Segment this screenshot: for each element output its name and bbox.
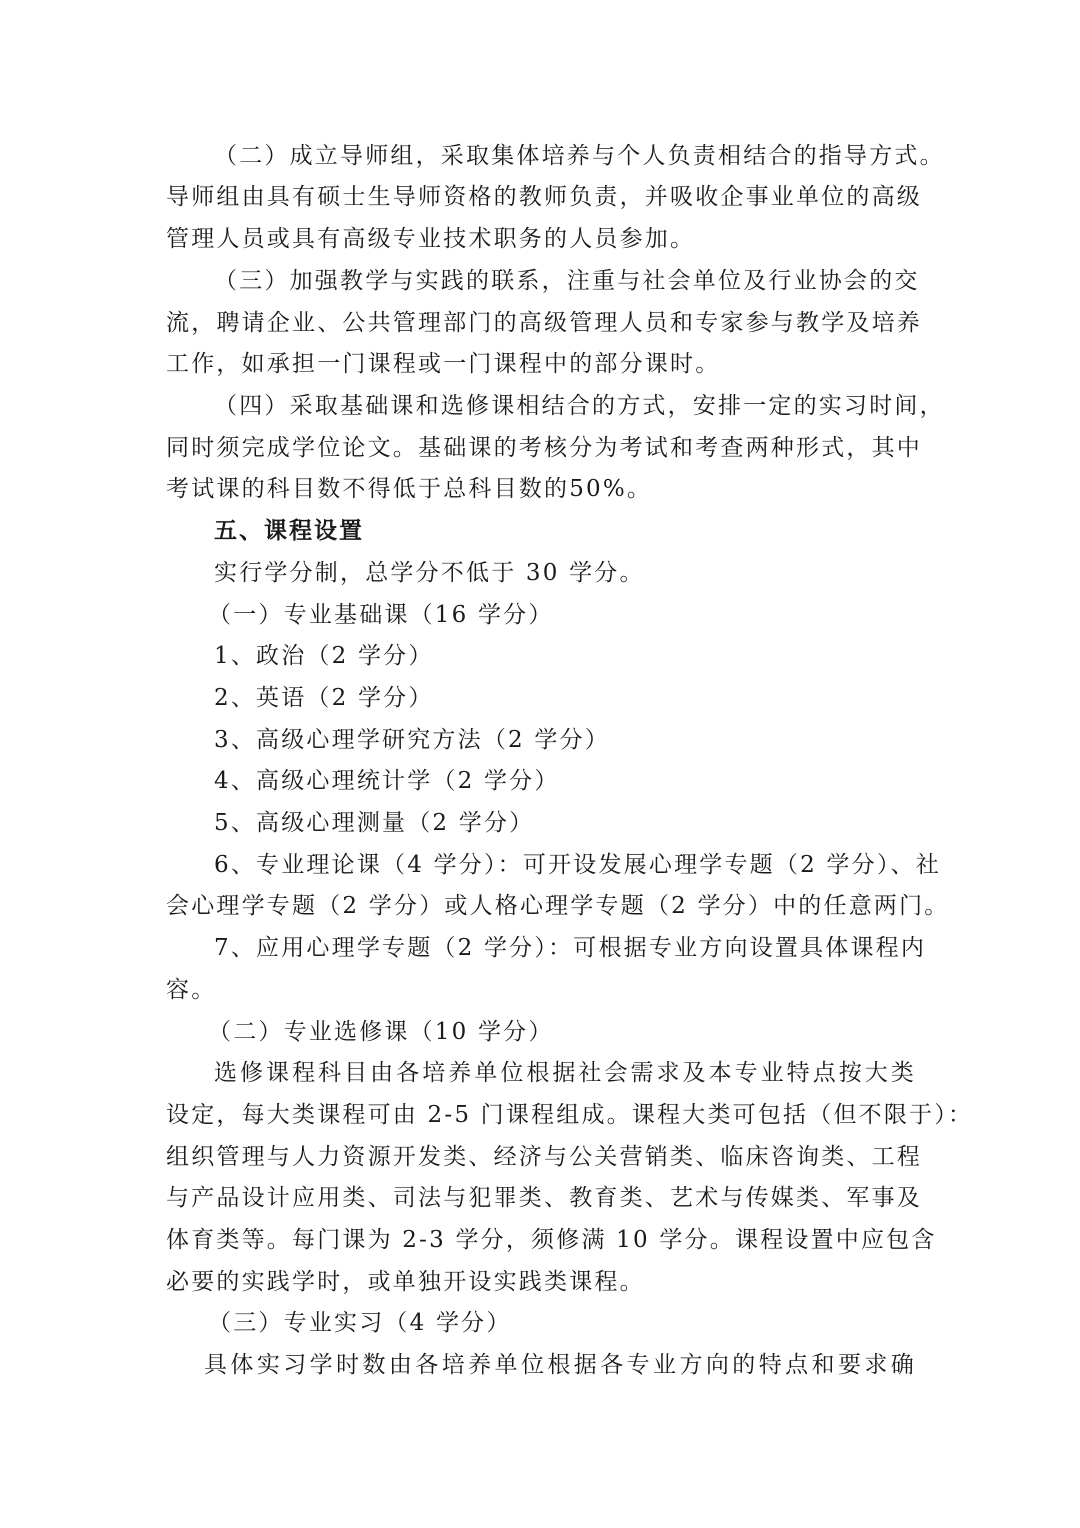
paragraph-line: 导师组由具有硕士生导师资格的教师负责，并吸收企事业单位的高级	[166, 184, 922, 210]
paragraph-line: 与产品设计应用类、司法与犯罪类、教育类、艺术与传媒类、军事及	[166, 1185, 922, 1211]
paragraph-line: 考试课的科目数不得低于总科目数的50%。	[166, 476, 653, 502]
course-item: 3、高级心理学研究方法（2 学分）	[214, 727, 610, 753]
internship-title: （三）专业实习（4 学分）	[208, 1310, 512, 1336]
paragraph-line: 选修课程科目由各培养单位根据社会需求及本专业特点按大类	[214, 1060, 916, 1086]
paragraph-line: 体育类等。每门课为 2-3 学分，须修满 10 学分。课程设置中应包含	[166, 1227, 937, 1253]
credit-requirement: 实行学分制，总学分不低于 30 学分。	[214, 560, 645, 586]
paragraph-line: 管理人员或具有高级专业技术职务的人员参加。	[166, 226, 696, 252]
paragraph-line: 同时须完成学位论文。基础课的考核分为考试和考查两种形式，其中	[166, 435, 922, 461]
section-heading: 五、课程设置	[214, 518, 364, 544]
course-item: 1、政治（2 学分）	[214, 643, 434, 669]
paragraph-line: 组织管理与人力资源开发类、经济与公关营销类、临床咨询类、工程	[166, 1144, 922, 1170]
course-item: 4、高级心理统计学（2 学分）	[214, 768, 560, 794]
paragraph-line: （四）采取基础课和选修课相结合的方式，安排一定的实习时间，	[214, 393, 945, 419]
course-item-continued: 会心理学专题（2 学分）或人格心理学专题（2 学分）中的任意两门。	[166, 893, 950, 919]
course-item: 5、高级心理测量（2 学分）	[214, 810, 535, 836]
paragraph-line: 具体实习学时数由各培养单位根据各专业方向的特点和要求确	[204, 1352, 916, 1378]
course-item: 2、英语（2 学分）	[214, 685, 434, 711]
basic-courses-title: （一）专业基础课（16 学分）	[208, 602, 554, 628]
course-item: 6、专业理论课（4 学分）：可开设发展心理学专题（2 学分）、社	[214, 852, 941, 878]
paragraph-line: 设定，每大类课程可由 2-5 门课程组成。课程大类可包括（但不限于）：	[166, 1102, 974, 1128]
paragraph-line: 工作，如承担一门课程或一门课程中的部分课时。	[166, 351, 721, 377]
paragraph-line: （三）加强教学与实践的联系，注重与社会单位及行业协会的交	[214, 268, 920, 294]
paragraph-line: （二）成立导师组，采取集体培养与个人负责相结合的指导方式。	[214, 143, 945, 169]
paragraph-line: 流，聘请企业、公共管理部门的高级管理人员和专家参与教学及培养	[166, 310, 922, 336]
elective-courses-title: （二）专业选修课（10 学分）	[208, 1019, 554, 1045]
course-item-continued: 容。	[166, 977, 217, 1003]
paragraph-line: 必要的实践学时，或单独开设实践类课程。	[166, 1269, 645, 1295]
course-item: 7、应用心理学专题（2 学分）：可根据专业方向设置具体课程内	[214, 935, 927, 961]
